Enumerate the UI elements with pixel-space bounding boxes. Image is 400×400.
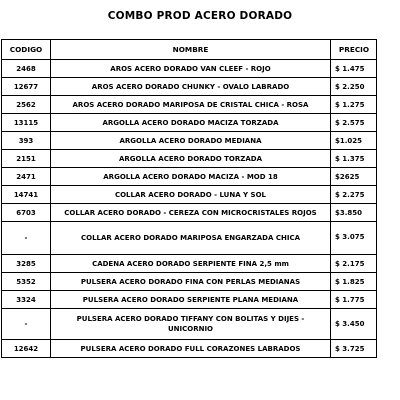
row-price: $ 2.575 (331, 114, 377, 132)
row-name: ARGOLLA ACERO DORADO MACIZA TORZADA (51, 114, 331, 132)
table-row (2, 204, 377, 222)
row-code: 6703 (2, 204, 51, 222)
row-price: $ 2.250 (331, 78, 377, 96)
table-row (2, 273, 377, 291)
row-code: 393 (2, 132, 51, 150)
row-code: - (2, 309, 51, 340)
table-row (2, 132, 377, 150)
row-price: $ 2.175 (331, 255, 377, 273)
table-row (2, 114, 377, 132)
row-price: $ 1.775 (331, 291, 377, 309)
row-name: CADENA ACERO DORADO SERPIENTE FINA 2,5 mm (51, 255, 331, 273)
table-row (2, 150, 377, 168)
row-code: 12642 (2, 340, 51, 358)
row-name: COLLAR ACERO DORADO - LUNA Y SOL (51, 186, 331, 204)
row-price: $2625 (331, 168, 377, 186)
row-price: $ 1.275 (331, 96, 377, 114)
table-row (2, 60, 377, 78)
table-row (2, 291, 377, 309)
table-row (2, 222, 377, 255)
row-name: COLLAR ACERO DORADO - CEREZA CON MICROCRISTALES ROJOS (51, 204, 331, 222)
header-name: NOMBRE (51, 40, 331, 60)
row-price: $ 1.825 (331, 273, 377, 291)
table-row (2, 340, 377, 358)
table-row (2, 78, 377, 96)
row-name: PULSERA ACERO DORADO TIFFANY CON BOLITAS Y DIJES - UNICORNIO (51, 309, 331, 340)
row-name: AROS ACERO DORADO MARIPOSA DE CRISTAL CHICA - ROSA (51, 96, 331, 114)
row-code: 13115 (2, 114, 51, 132)
row-price: $3.850 (331, 204, 377, 222)
row-code: - (2, 222, 51, 255)
price-table (1, 39, 377, 358)
row-name: ARGOLLA ACERO DORADO TORZADA (51, 150, 331, 168)
row-code: 3285 (2, 255, 51, 273)
document-title: COMBO PROD ACERO DORADO (107, 10, 293, 22)
row-name: PULSERA ACERO DORADO SERPIENTE PLANA MEDIANA (51, 291, 331, 309)
row-code: 2471 (2, 168, 51, 186)
row-code: 14741 (2, 186, 51, 204)
row-code: 3324 (2, 291, 51, 309)
row-name: ARGOLLA ACERO DORADO MEDIANA (51, 132, 331, 150)
row-price: $ 1.375 (331, 150, 377, 168)
row-name: PULSERA ACERO DORADO FULL CORAZONES LABRADOS (51, 340, 331, 358)
row-price: $ 3.725 (331, 340, 377, 358)
table-row (2, 309, 377, 340)
row-name: ARGOLLA ACERO DORADO MACIZA - MOD 18 (51, 168, 331, 186)
row-price: $ 3.450 (331, 309, 377, 340)
row-price: $ 1.475 (331, 60, 377, 78)
header-price: PRECIO (331, 40, 377, 60)
table-row (2, 168, 377, 186)
row-code: 5352 (2, 273, 51, 291)
row-price: $1.025 (331, 132, 377, 150)
table-header-row (2, 40, 377, 60)
table-row (2, 96, 377, 114)
table-row (2, 255, 377, 273)
row-name: PULSERA ACERO DORADO FINA CON PERLAS MEDIANAS (51, 273, 331, 291)
row-code: 2151 (2, 150, 51, 168)
row-name: COLLAR ACERO DORADO MARIPOSA ENGARZADA CHICA (51, 222, 331, 255)
row-code: 12677 (2, 78, 51, 96)
table-row (2, 186, 377, 204)
row-code: 2468 (2, 60, 51, 78)
row-code: 2562 (2, 96, 51, 114)
row-name: AROS ACERO DORADO VAN CLEEF - ROJO (51, 60, 331, 78)
row-price: $ 3.075 (331, 222, 377, 255)
header-code: CODIGO (2, 40, 51, 60)
row-price: $ 2.275 (331, 186, 377, 204)
row-name: AROS ACERO DORADO CHUNKY - OVALO LABRADO (51, 78, 331, 96)
